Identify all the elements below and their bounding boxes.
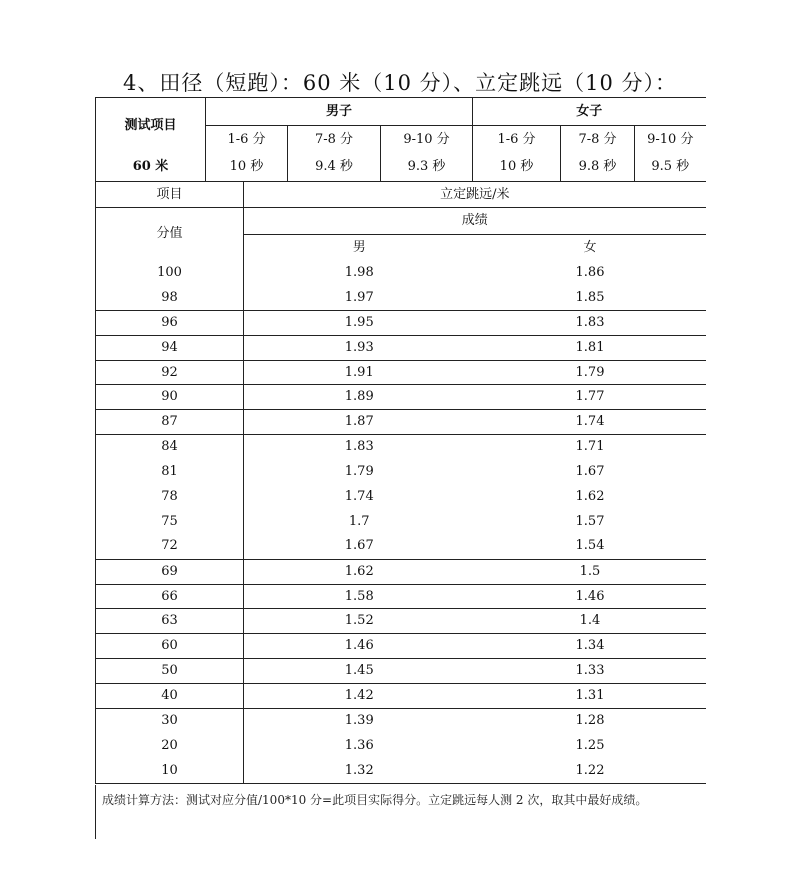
jump-male-cell: 1.42: [244, 684, 475, 709]
table-row: [96, 659, 706, 684]
jump-female-cell: 1.33: [475, 659, 706, 684]
sprint-female-header: 女子: [473, 98, 706, 126]
jump-female-cell: 1.81: [475, 335, 706, 360]
sprint-male-score: 9-10 分: [381, 126, 473, 154]
table-row: [96, 435, 706, 460]
sprint-item-label: 测试项目: [96, 98, 206, 154]
table-row: [96, 684, 706, 709]
jump-male-cell: 1.39: [244, 709, 475, 734]
table-row: [96, 485, 706, 510]
jump-table: [95, 181, 706, 784]
jump-score-label: 分值: [96, 208, 244, 261]
jump-female-header: 女: [475, 235, 706, 261]
table-row: [96, 261, 706, 286]
jump-male-cell: 1.62: [244, 559, 475, 584]
jump-female-cell: 1.57: [575, 513, 605, 529]
jump-score-cell: 69: [96, 559, 244, 584]
jump-male-cell: 1.46: [244, 634, 475, 659]
jump-male-cell: 1.7: [244, 509, 475, 534]
sprint-female-time: 10 秒: [473, 154, 561, 182]
jump-score-cell: 84: [96, 435, 244, 460]
jump-male-cell: 1.79: [244, 460, 475, 485]
table-row: [96, 634, 706, 659]
jump-score-cell: 30: [96, 709, 244, 734]
jump-score-cell: 87: [96, 410, 244, 435]
jump-score-cell: 40: [96, 684, 244, 709]
jump-score-cell: 60: [96, 634, 244, 659]
jump-result-label: 成绩: [244, 208, 706, 235]
sprint-item-name: 60 米: [96, 154, 206, 182]
jump-female-cell: 1.34: [475, 634, 706, 659]
jump-female-cell: 1.54: [475, 534, 706, 559]
sprint-male-time: 10 秒: [206, 154, 288, 182]
jump-score-cell: 78: [96, 485, 244, 510]
table-row: [96, 709, 706, 734]
jump-male-cell: 1.45: [244, 659, 475, 684]
jump-female-cell: 1.62: [575, 488, 605, 504]
jump-male-cell: 1.87: [244, 410, 475, 435]
jump-male-cell: 1.83: [244, 435, 475, 460]
jump-female-cell: 1.25: [575, 737, 605, 753]
table-row: [96, 385, 706, 410]
jump-male-cell: 1.67: [244, 534, 475, 559]
sprint-male-header: 男子: [206, 98, 473, 126]
jump-score-cell: 98: [96, 285, 244, 310]
table-row: [96, 335, 706, 360]
table-row: [96, 534, 706, 559]
jump-female-cell: 1.83: [475, 310, 706, 335]
jump-score-cell: 92: [96, 360, 244, 385]
jump-female-cell: 1.5: [475, 559, 706, 584]
sprint-female-score: 9-10 分: [635, 126, 706, 154]
jump-female-cell: 1.22: [475, 758, 706, 783]
sprint-male-time: 9.3 秒: [381, 154, 473, 182]
jump-female-cell: 1.28: [475, 709, 706, 734]
table-row: [96, 584, 706, 609]
table-row: [96, 609, 706, 634]
jump-score-cell: 100: [96, 261, 244, 286]
jump-male-cell: 1.58: [244, 584, 475, 609]
jump-female-cell: 1.79: [475, 360, 706, 385]
table-row: [96, 509, 706, 534]
jump-male-cell: 1.95: [244, 310, 475, 335]
jump-female-cell: 1.85: [475, 285, 706, 310]
jump-score-cell: 20: [96, 733, 244, 758]
table-row: [96, 360, 706, 385]
jump-male-header: 男: [244, 235, 475, 261]
jump-female-cell: 1.46: [475, 584, 706, 609]
sprint-female-score: 7-8 分: [561, 126, 635, 154]
sprint-male-score: 1-6 分: [206, 126, 288, 154]
table-row: [96, 559, 706, 584]
table-row: [96, 310, 706, 335]
jump-female-cell: 1.71: [475, 435, 706, 460]
jump-score-cell: 96: [96, 310, 244, 335]
jump-score-cell: 50: [96, 659, 244, 684]
jump-female-cell: 1.67: [575, 464, 605, 480]
jump-male-cell: 1.52: [244, 609, 475, 634]
scoring-note: 成绩计算方法：测试对应分值/100*10 分=此项目实际得分。立定跳远每人测 2 次，取其中最好成绩。: [95, 785, 705, 839]
jump-item-label: 项目: [96, 182, 244, 208]
jump-score-cell: 94: [96, 335, 244, 360]
sprint-female-score: 1-6 分: [473, 126, 561, 154]
jump-male-cell: 1.32: [244, 758, 475, 783]
jump-male-cell: 1.97: [244, 285, 475, 310]
jump-item-name: 立定跳远/米: [244, 182, 706, 208]
jump-female-cell: 1.86: [575, 264, 605, 280]
table-row: [96, 758, 706, 783]
jump-male-cell: 1.89: [244, 385, 475, 410]
table-row: [96, 460, 706, 485]
jump-female-cell: 1.31: [475, 684, 706, 709]
jump-score-cell: 72: [96, 534, 244, 559]
table-row: [96, 410, 706, 435]
jump-score-cell: 63: [96, 609, 244, 634]
jump-score-cell: 75: [96, 509, 244, 534]
jump-male-cell: 1.98: [244, 261, 475, 286]
jump-male-cell: 1.93: [244, 335, 475, 360]
jump-score-cell: 81: [96, 460, 244, 485]
jump-female-cell: 1.74: [475, 410, 706, 435]
jump-score-cell: 10: [96, 758, 244, 783]
table-row: [96, 733, 706, 758]
sprint-male-time: 9.4 秒: [288, 154, 381, 182]
sprint-female-time: 9.5 秒: [635, 154, 706, 182]
page-title: 4、田径（短跑）：60 米（10 分）、立定跳远（10 分）：: [122, 71, 678, 95]
jump-male-cell: 1.36: [244, 733, 475, 758]
jump-score-cell: 90: [96, 385, 244, 410]
jump-male-cell: 1.91: [244, 360, 475, 385]
jump-female-cell: 1.77: [475, 385, 706, 410]
jump-male-cell: 1.74: [244, 485, 475, 510]
table-row: [96, 285, 706, 310]
jump-score-cell: 66: [96, 584, 244, 609]
sprint-female-time: 9.8 秒: [561, 154, 635, 182]
jump-female-cell: 1.4: [475, 609, 706, 634]
sprint-table: [95, 97, 706, 182]
sprint-male-score: 7-8 分: [288, 126, 381, 154]
